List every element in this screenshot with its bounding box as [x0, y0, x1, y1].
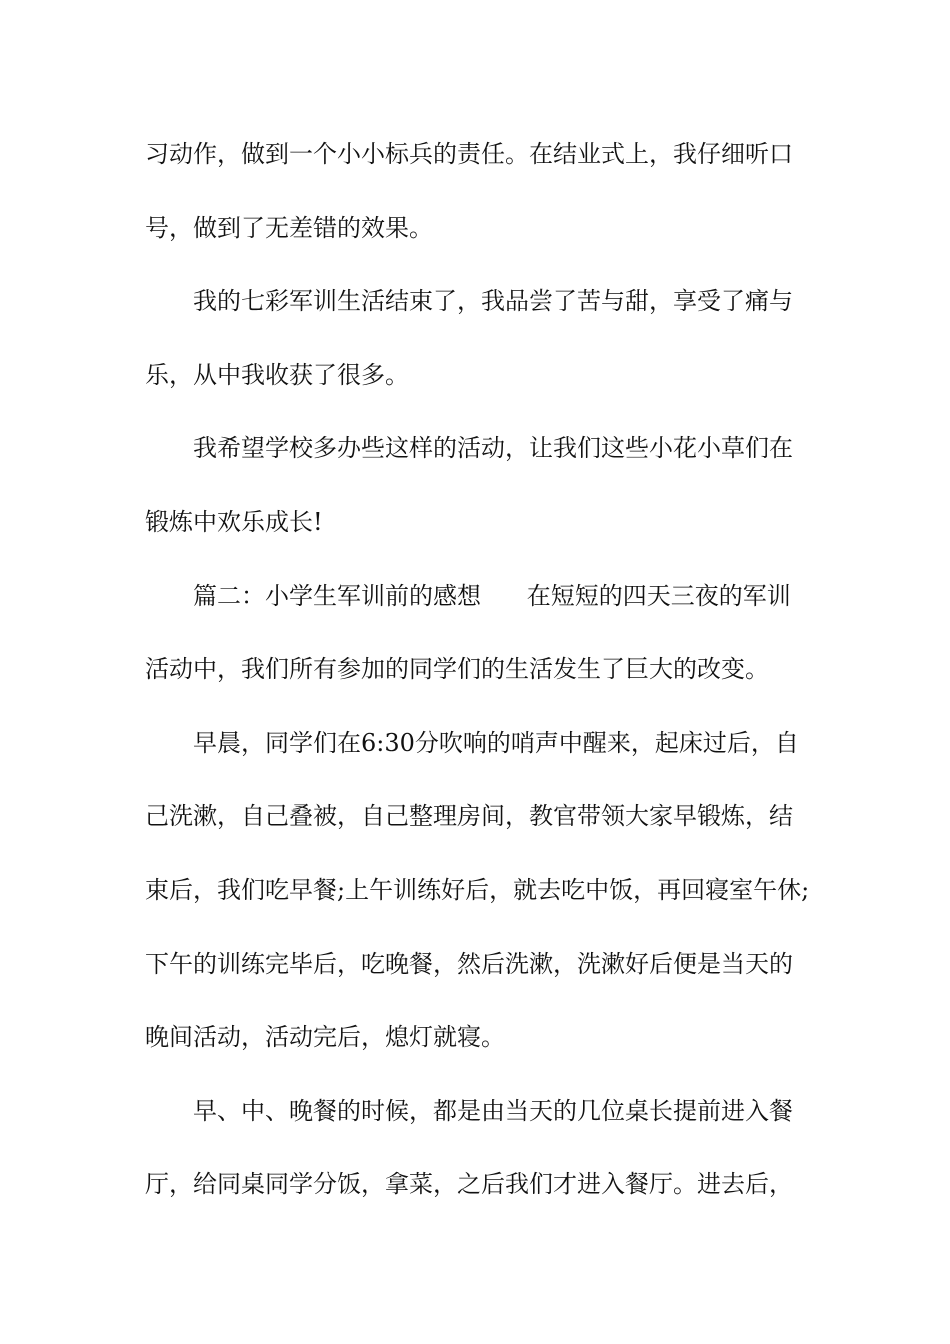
paragraph-start-line: 早、中、晚餐的时候，都是由当天的几位桌长提前进入餐	[193, 1096, 793, 1125]
paragraph-start-line: 我的七彩军训生活结束了，我品尝了苦与甜，享受了痛与	[193, 287, 793, 316]
text-line: 厅，给同桌同学分饭，拿菜，之后我们才进入餐厅。进去后，	[145, 1170, 793, 1199]
text-line: 束后，我们吃早餐;上午训练好后，就去吃中饭，再回寝室午休;	[145, 875, 810, 904]
paragraph-start-line: 我希望学校多办些这样的活动，让我们这些小花小草们在	[193, 434, 793, 463]
paragraph-start-line: 早晨，同学们在6:30分吹响的哨声中醒来，起床过后，自	[193, 728, 799, 757]
text-line: 号，做到了无差错的效果。	[145, 213, 433, 242]
text-line: 锻炼中欢乐成长!	[145, 507, 323, 536]
text-line: 己洗漱，自己叠被，自己整理房间，教官带领大家早锻炼，结	[145, 802, 793, 831]
section-heading-line: 篇二：小学生军训前的感想 在短短的四天三夜的军训	[193, 581, 791, 610]
text-line: 活动中，我们所有参加的同学们的生活发生了巨大的改变。	[145, 655, 769, 684]
text-line: 习动作，做到一个小小标兵的责任。在结业式上，我仔细听口	[145, 140, 793, 168]
document-body	[145, 132, 815, 1236]
text-line: 晚间活动，活动完后，熄灯就寝。	[145, 1023, 505, 1052]
text-line: 乐，从中我收获了很多。	[145, 360, 409, 389]
text-line: 下午的训练完毕后，吃晚餐，然后洗漱，洗漱好后便是当天的	[145, 949, 793, 978]
